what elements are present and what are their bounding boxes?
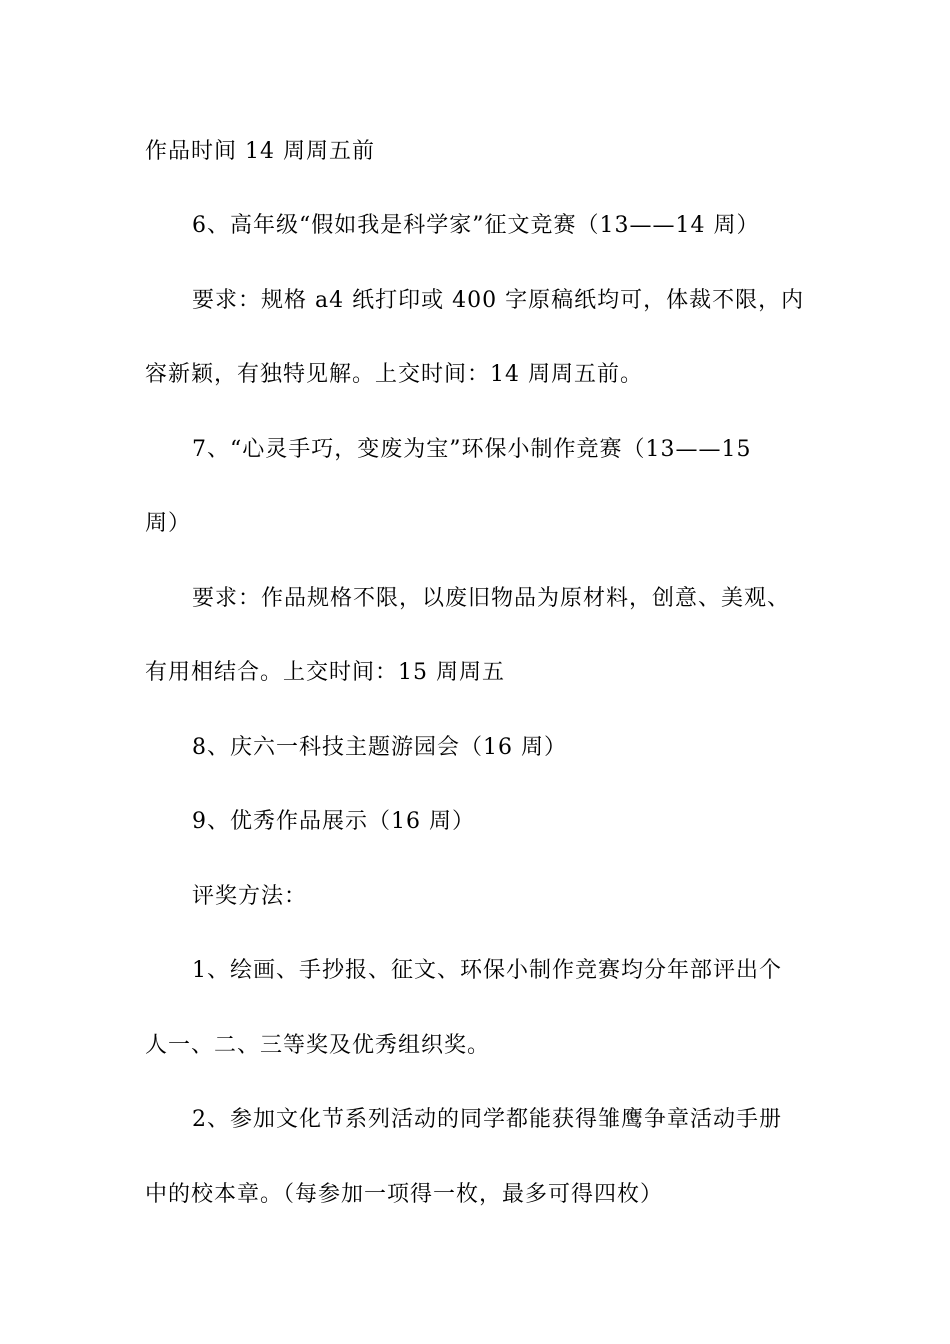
text-line-award-1-cont: 人一、二、三等奖及优秀组织奖。	[145, 1033, 491, 1058]
text-line-item-8: 8、庆六一科技主题游园会（16 周）	[192, 735, 567, 760]
text-line-item-7-requirements: 要求：作品规格不限，以废旧物品为原材料，创意、美观、	[192, 586, 791, 611]
text-line-submission-deadline: 作品时间 14 周周五前	[145, 139, 375, 164]
text-line-item-6-requirements-cont: 容新颖，有独特见解。上交时间：14 周周五前。	[145, 362, 643, 387]
text-line-award-method-heading: 评奖方法：	[192, 884, 308, 909]
text-line-item-7-title-cont: 周）	[145, 511, 192, 536]
text-line-item-7-requirements-cont: 有用相结合。上交时间：15 周周五	[145, 660, 505, 685]
text-line-award-1: 1、绘画、手抄报、征文、环保小制作竞赛均分年部评出个	[192, 958, 782, 983]
text-line-award-2: 2、参加文化节系列活动的同学都能获得雏鹰争章活动手册	[192, 1107, 782, 1132]
text-line-item-7-title: 7、“心灵手巧，变废为宝”环保小制作竞赛（13——15	[192, 437, 752, 462]
text-line-item-9: 9、优秀作品展示（16 周）	[192, 809, 475, 834]
text-line-item-6-requirements: 要求：规格 a4 纸打印或 400 字原稿纸均可，体裁不限，内	[192, 288, 805, 313]
text-line-item-6-title: 6、高年级“假如我是科学家”征文竞赛（13——14 周）	[192, 213, 760, 238]
text-line-award-2-cont: 中的校本章。（每参加一项得一枚，最多可得四枚）	[145, 1182, 664, 1207]
